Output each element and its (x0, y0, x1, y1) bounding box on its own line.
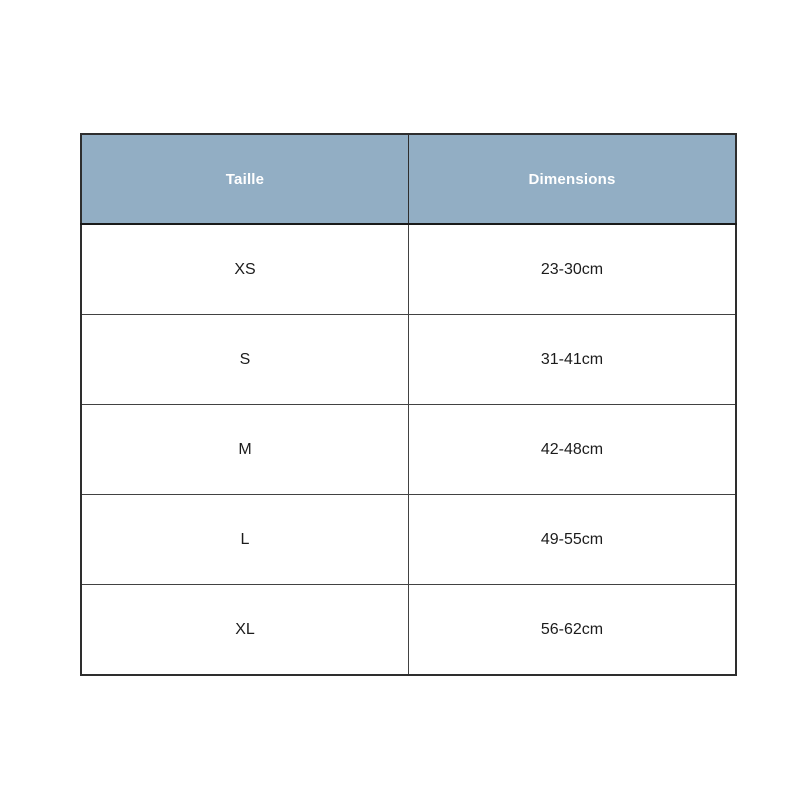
cell-dimensions: 23-30cm (409, 224, 737, 315)
table-row (81, 315, 736, 405)
column-header-dimensions: Dimensions (409, 134, 737, 224)
table-row (81, 585, 736, 676)
table-header-row (81, 134, 736, 224)
cell-dimensions: 56-62cm (409, 585, 737, 676)
column-header-taille: Taille (81, 134, 409, 224)
cell-dimensions: 42-48cm (409, 405, 737, 495)
table-row (81, 495, 736, 585)
cell-taille: M (81, 405, 409, 495)
cell-dimensions: 49-55cm (409, 495, 737, 585)
size-table (80, 133, 737, 676)
cell-taille: S (81, 315, 409, 405)
table-row (81, 405, 736, 495)
table-row (81, 224, 736, 315)
cell-taille: L (81, 495, 409, 585)
cell-taille: XS (81, 224, 409, 315)
cell-taille: XL (81, 585, 409, 676)
cell-dimensions: 31-41cm (409, 315, 737, 405)
